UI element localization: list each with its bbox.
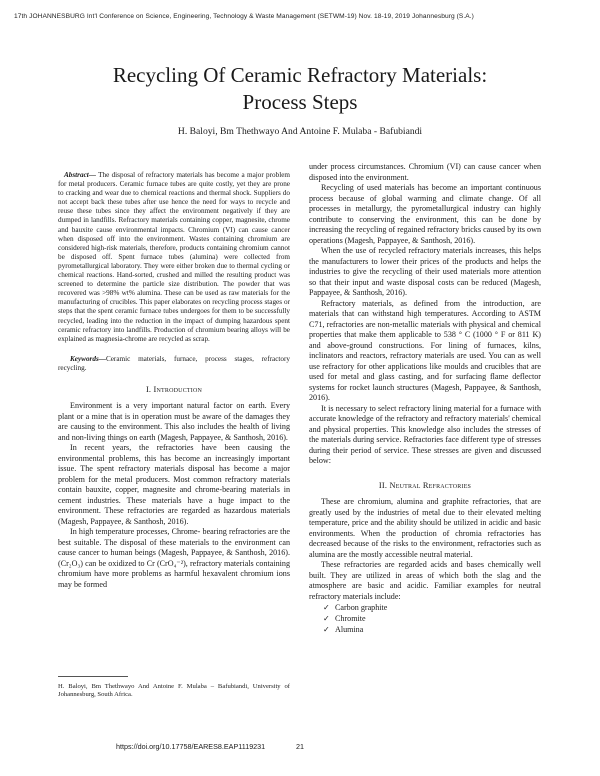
checkmark-icon: ✓ [323, 603, 330, 612]
paragraph: When the use of recycled refractory materials increases, this helps the manufacturers to lower their prices of the products and helps the industries to give the recycling of their used materials more attention so that their input and waste disposal costs can be reduced (Magesh, Pappayee, & Santhosh, 2016). [309, 246, 541, 297]
author-list: H. Baloyi, Bm Thethwayo And Antoine F. Mulaba - Bafubiandi [177, 126, 423, 137]
conference-header: 17th JOHANNESBURG Int'l Conference on Science, Engineering, Technology & Waste Management (SETWM-19) Nov. 18-19, 2019 Johannesburg (S.A.) [14, 13, 474, 20]
paragraph: These refractories are regarded acids and bases chemically well built. They are utilized in areas of which both the slag and the atmosphere are basic and acidic. Familiar examples for neutral refractory materials include: [309, 560, 541, 601]
page-number: 21 [296, 742, 304, 751]
list-item: ✓ Chromite [323, 614, 366, 623]
keywords [58, 355, 290, 373]
keywords-text: Ceramic materials, furnace, process stages, refractory recycling. [58, 354, 290, 372]
paragraph: In high temperature processes, Chrome- bearing refractories are the best suitable. The disposal of these materials to the environment can cause cancer to human beings (Magesh, Pappayee, & Santhosh, 2016). (Cr₂O₃) can be oxidized to Cr (CrO₄⁻²), refractory materials containing chromium have more problems as harmful hexavalent chromium ions may be formed [58, 527, 290, 589]
paragraph: under process circumstances. Chromium (VI) can cause cancer when disposed into the environment. [309, 162, 541, 182]
paragraph: Environment is a very important natural factor on earth. Every plant or a mine that is in operation must be aware of the damages they are causing to the environment. This also includes the health of living and non-living things on earth (Magesh, Pappayee, & Santhosh, 2016). [58, 401, 290, 442]
examples-list [323, 602, 541, 635]
list-item: ✓ Alumina [323, 625, 364, 634]
paragraph: These are chromium, alumina and graphite refractories, that are greatly used by the industries of metal due to their elevated melting temperature, price and the ability should be utilized in acidic and basic environments. When the production of chromia refractories has decreased because of the risks to the environment, refractories such as alumina are the mostly accessible neutral material. [309, 497, 541, 559]
checkmark-icon: ✓ [323, 614, 330, 623]
footnote-divider [58, 676, 128, 677]
paper-title [0, 62, 600, 116]
paragraph: In recent years, the refractories have been causing the environmental problems, this has become an increasingly important issue. The spent refractory materials disposal has become a major problem for the metal producers. Most common refractory materials contain bauxite, copper, magnesite and chrome-bearing materials in cement industries. These materials have a huge impact to the environment. These refractories are regarded as hazardous materials (Magesh, Pappayee, & Santhosh, 2016). [58, 443, 290, 526]
keywords-label: Keywords— [70, 354, 106, 363]
list-item: ✓ Carbon graphite [323, 603, 388, 612]
section-heading-neutral-refractories: II. Neutral Refractories [378, 480, 472, 490]
paragraph: Refractory materials, as defined from the introduction, are materials that can withstand high temperatures. According to ASTM C71, refractories are non-metallic materials with physical and chemical properties that make them applicable to 538 ° C (1000 ° F or 811 K) and above-ground constructions. For lining of furnaces, kilns, inclinators and reactors, refractory materials are used. You can as well use refractory for other applications like moulds and crucibles that are used for metal and glass casting, and for surfacing flame deflector systems for rocket launch structures (Magesh, Pappayee, & Santhosh, 2016). [309, 298, 541, 402]
footnote: H. Baloyi, Bm Thethwayo And Antoine F. Mulaba – Bafubiandi, University of Johannesburg, South Africa. [58, 683, 290, 699]
section-heading-introduction: I. Introduction [145, 384, 203, 394]
right-column [309, 162, 541, 635]
checkmark-icon: ✓ [323, 625, 330, 634]
abstract-label: Abstract— [64, 171, 96, 179]
left-column [58, 171, 290, 590]
title-line-1: Recycling Of Ceramic Refractory Materials: [112, 63, 488, 87]
paragraph: Recycling of used materials has become an important continuous process because of global warming and climate change. Of all processes in metallurgy, the pyrometallurgical industry can highly contribute to conserving the environment, this can be done by increasing the recycling of regained refractory bricks caused by its own operations (Magesh, Pappayee, & Santhosh, 2016). [309, 183, 541, 245]
abstract [58, 171, 290, 344]
title-line-2: Process Steps [242, 90, 358, 114]
abstract-text: The disposal of refractory materials has become a major problem for metal producers. Ceramic furnace tubes are quite costly, yet they are prone to cracking and wear due to chemical reactions and thermal shock. Suppliers do not accept back these tubes after use hence the need for ways to recycle and reuse these tubes since they affect the environment negatively if they are dumped in landfills. Refractory materials containing copper, magnesite, chrome and bauxite cause environmental impacts. Chromium (VI) can cause cancer when disposed off into the environment. Wastes containing chromium are considered high-risk materials, therefore, products containing chromium cannot be disposed off. Spent furnace tubes (alumina) were collected from pyrometallurgical laboratory. They were either broken due to thermal cycling or chemical reactions. Hand-sorted, crushed and milled the resulting product was screened to determine the particle size distribution. The powder that was recovered was >98% wt% alumina. These can be used as raw materials for the manufacturing of crucibles. This paper elaborates on recycling process stages or steps that the spent ceramic furnace tubes undergoes for them to be successfully recycled, leading into the reduction in the impact of dumping hazardous spent ceramic refractory into landfills. Production of chromium bearing alloys will be explained as magnesia-chrome are recycled as scrap. [58, 171, 290, 343]
paragraph: It is necessary to select refractory lining material for a furnace with accurate knowledge of the refractory and refractory materials' chemical and physical properties. This knowledge also includes the stresses of the materials during service. Refractories face different type of stresses during their period of service. These stresses are given and discussed below: [309, 403, 541, 465]
doi-link[interactable]: https://doi.org/10.17758/EARES8.EAP1119231 [116, 742, 266, 751]
